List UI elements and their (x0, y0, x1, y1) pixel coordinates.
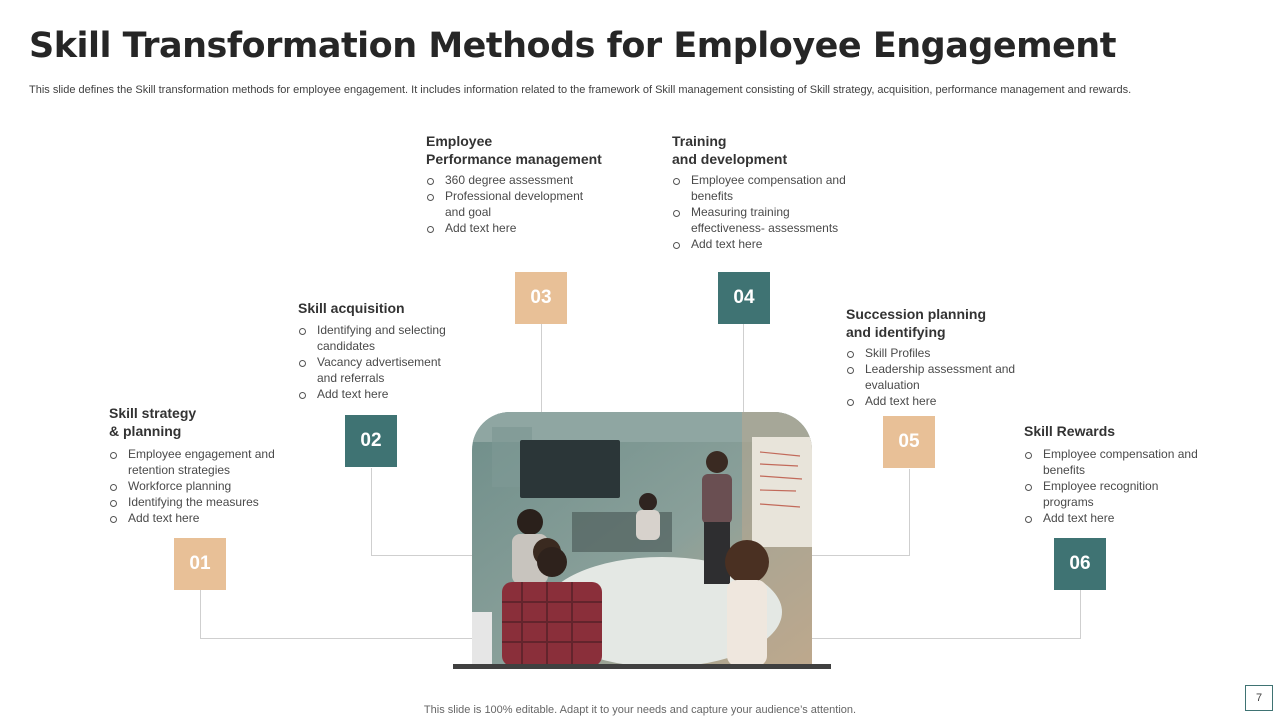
step-03-number-box: 03 (515, 272, 567, 324)
bullet-item: Leadership assessment and evaluation (846, 361, 1016, 393)
footer-note: This slide is 100% editable. Adapt it to your needs and capture your audience’s attention. (423, 704, 857, 716)
connector-line (1080, 590, 1081, 639)
step-heading: Succession planning and identifying (846, 306, 987, 340)
bullet-item: Employee compensation and benefits (672, 172, 857, 204)
bullet-item: Employee engagement and retention strategies (109, 446, 294, 478)
step-heading: Skill acquisition (298, 300, 405, 316)
bullet-item: Workforce planning (109, 478, 294, 494)
connector-line (200, 590, 201, 639)
connector-line (811, 555, 910, 556)
step-heading: Employee Performance management (426, 133, 602, 167)
bullet-item: Measuring training effectiveness- assessments (672, 204, 857, 236)
page-number: 7 (1245, 685, 1273, 711)
bullet-item: Add text here (1024, 510, 1199, 526)
bullet-item: Vacancy advertisement and referrals (298, 354, 458, 386)
bullet-item: Add text here (672, 236, 857, 252)
bullet-item: Add text here (846, 393, 1016, 409)
bullet-item: Employee recognition programs (1024, 478, 1199, 510)
bullet-item: Add text here (109, 510, 294, 526)
bullet-item: 360 degree assessment (426, 172, 601, 188)
bullet-item: Employee compensation and benefits (1024, 446, 1199, 478)
step-05-text-block (846, 305, 1016, 409)
bullet-item: Add text here (298, 386, 458, 402)
connector-line (200, 638, 473, 639)
connector-line (541, 324, 542, 413)
step-bullet-list (846, 345, 1016, 409)
step-heading: Skill strategy & planning (109, 405, 197, 439)
step-02-number-box: 02 (345, 415, 397, 467)
connector-line (811, 638, 1081, 639)
bullet-item: Add text here (426, 220, 601, 236)
slide-title: Skill Transformation Methods for Employee Engagement (29, 26, 1116, 66)
step-heading: Skill Rewards (1024, 423, 1116, 439)
step-01-text-block (109, 404, 294, 526)
bullet-item: Identifying the measures (109, 494, 294, 510)
step-06-number-box: 06 (1054, 538, 1106, 590)
step-03-text-block (426, 132, 616, 236)
step-05-number-box: 05 (883, 416, 935, 468)
step-01-number-box: 01 (174, 538, 226, 590)
team-meeting-photo (472, 412, 812, 666)
step-bullet-list (426, 172, 601, 236)
step-02-text-block (298, 299, 458, 402)
step-bullet-list (109, 446, 294, 526)
step-bullet-list (672, 172, 857, 252)
connector-line (743, 324, 744, 413)
connector-line (909, 469, 910, 556)
step-04-text-block (672, 132, 862, 252)
step-06-text-block (1024, 422, 1199, 526)
bullet-item: Identifying and selecting candidates (298, 322, 458, 354)
connector-line (371, 468, 372, 556)
meeting-illustration (472, 412, 812, 666)
photo-base-bar (453, 664, 831, 669)
slide-subtitle: This slide defines the Skill transformation methods for employee engagement. It includes information related to the framework of Skill management consisting of Skill strategy, acquisition, performance management and rewards. (29, 84, 1132, 96)
bullet-item: Skill Profiles (846, 345, 1016, 361)
step-bullet-list (298, 322, 458, 402)
step-heading: Training and development (672, 133, 788, 167)
step-04-number-box: 04 (718, 272, 770, 324)
bullet-item: Professional development and goal (426, 188, 601, 220)
step-bullet-list (1024, 446, 1199, 526)
connector-line (371, 555, 473, 556)
